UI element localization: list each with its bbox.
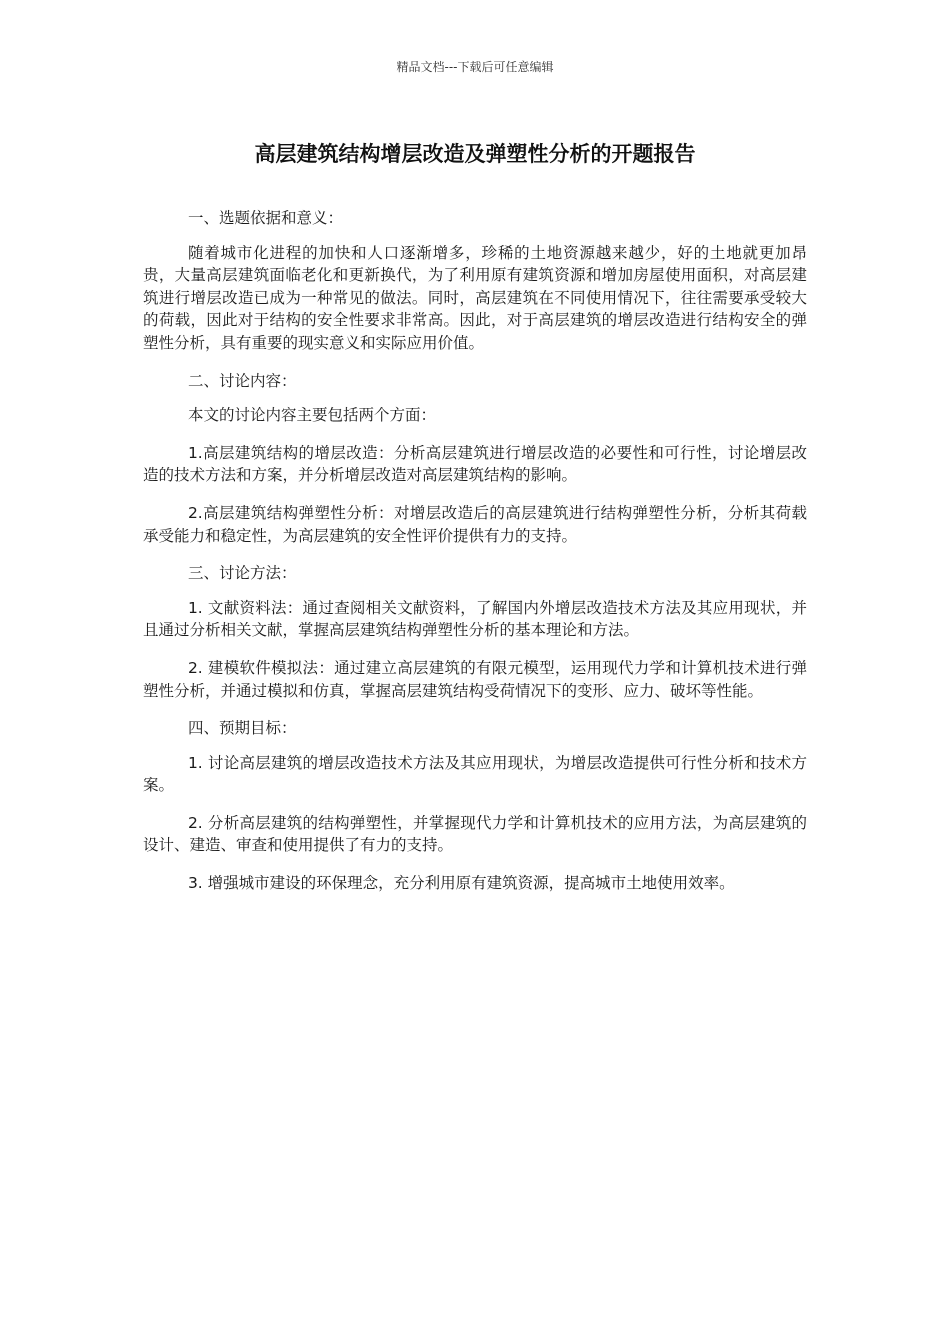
section-heading-content: 二、讨论内容：: [187, 371, 297, 390]
section-heading-basis: 一、选题依据和意义：: [187, 209, 343, 227]
document-body: [143, 207, 807, 910]
list-item-method-1: 1. 文献资料法：通过查阅相关文献资料，了解国内外增层改造技术方法及其应用现状，并且通过分析相关文献，掌握高层建筑结构弹塑性分析的基本理论和方法。: [143, 598, 807, 640]
list-item-goal-3: 3. 增强城市建设的环保理念，充分利用原有建筑资源，提高城市土地使用效率。: [187, 874, 735, 893]
section-heading-goals: 四、预期目标：: [187, 719, 297, 738]
list-item-goal-1: 1. 讨论高层建筑的增层改造技术方法及其应用现状，为增层改造提供可行性分析和技术方案。: [143, 753, 807, 795]
document-title: 高层建筑结构增层改造及弹塑性分析的开题报告: [254, 142, 696, 166]
header-note: 精品文档---下载后可任意编辑: [396, 60, 554, 74]
list-item-content-2: 2.高层建筑结构弹塑性分析：对增层改造后的高层建筑进行结构弹塑性分析，分析其荷载承受能力和稳定性，为高层建筑的安全性评价提供有力的支持。: [143, 503, 807, 545]
list-item-method-2: 2. 建模软件模拟法：通过建立高层建筑的有限元模型，运用现代力学和计算机技术进行弹塑性分析，并通过模拟和仿真，掌握高层建筑结构受荷情况下的变形、应力、破坏等性能。: [143, 658, 807, 700]
section-heading-methods: 三、讨论方法：: [187, 564, 297, 583]
list-item-content-1: 1.高层建筑结构的增层改造：分析高层建筑进行增层改造的必要性和可行性，讨论增层改造的技术方法和方案，并分析增层改造对高层建筑结构的影响。: [143, 443, 807, 485]
paragraph-basis: 随着城市化进程的加快和人口逐渐增多，珍稀的土地资源越来越少，好的土地就更加昂贵，大量高层建筑面临老化和更新换代，为了利用原有建筑资源和增加房屋使用面积，对高层建筑进行增层改造已成为一种常见的做法。同时，高层建筑在不同使用情况下，往往需要承受较大的荷载，因此对于结构的安全性要求非常高。因此，对于高层建筑的增层改造进行结构安全的弹塑性分析，具有重要的现实意义和实际应用价值。: [143, 243, 807, 352]
paragraph-content-intro: 本文的讨论内容主要包括两个方面：: [187, 406, 436, 425]
list-item-goal-2: 2. 分析高层建筑的结构弹塑性，并掌握现代力学和计算机技术的应用方法，为高层建筑的设计、建造、审查和使用提供了有力的支持。: [143, 813, 807, 855]
